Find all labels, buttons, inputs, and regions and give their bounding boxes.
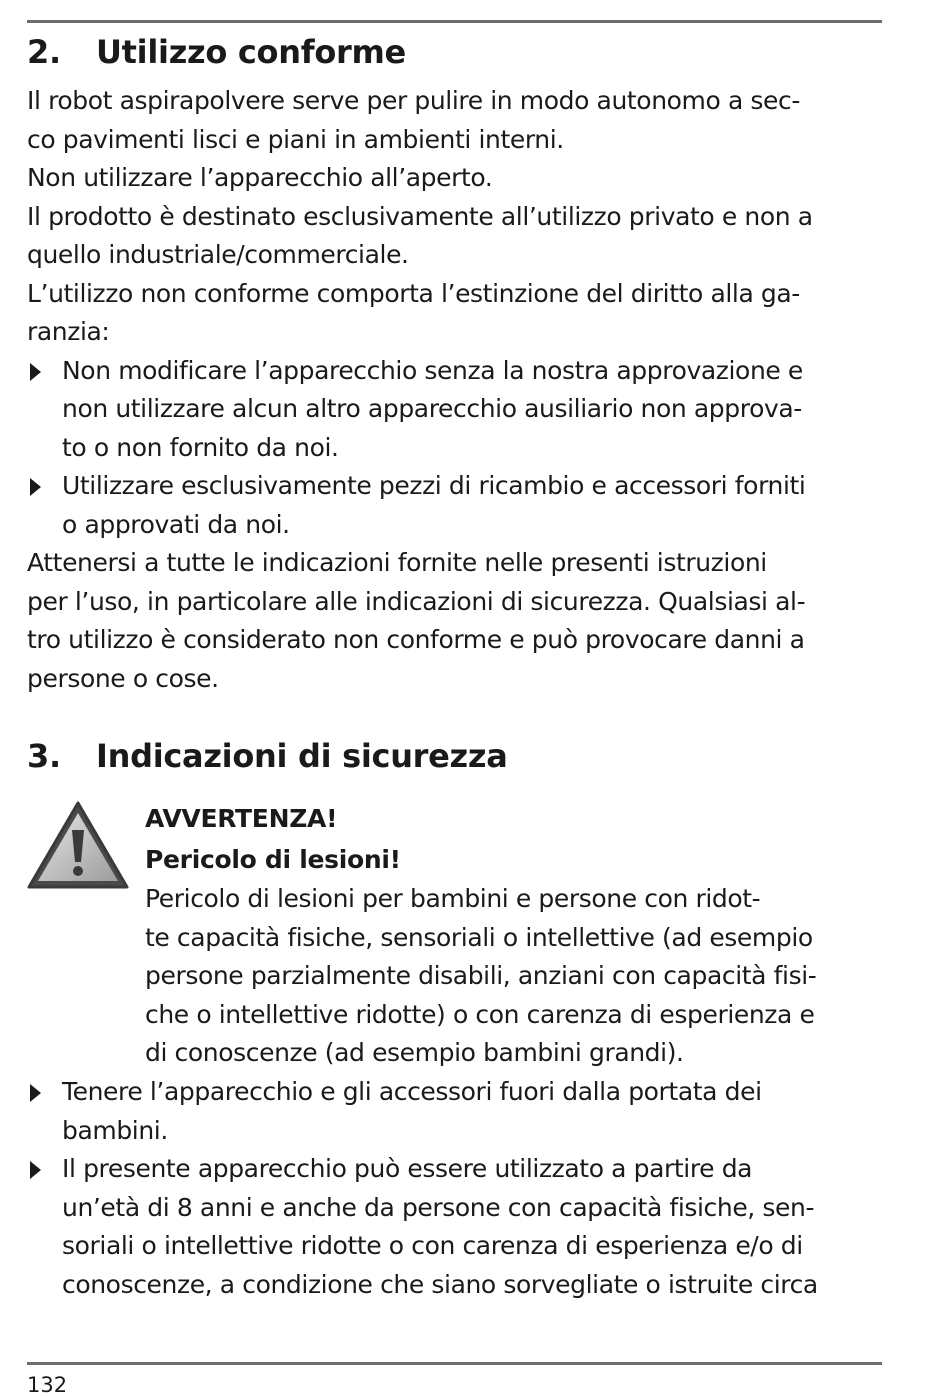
text-line: co pavimenti lisci e piani in ambienti interni. — [27, 124, 564, 154]
text-line: per l’uso, in particolare alle indicazioni di sicurezza. Qualsiasi al- — [27, 586, 806, 616]
text-line: Utilizzare esclusivamente pezzi di ricambio e accessori forniti — [62, 471, 806, 500]
section-2-title: Utilizzo conforme — [96, 33, 406, 71]
warning-block — [145, 798, 816, 1073]
warning-heading: AVVERTENZA! — [145, 804, 338, 833]
text-line: Tenere l’apparecchio e gli accessori fuori dalla portata dei — [62, 1077, 762, 1106]
text-line: non utilizzare alcun altro apparecchio ausiliario non approva- — [62, 394, 802, 423]
text-line: Non utilizzare l’apparecchio all’aperto. — [27, 163, 493, 192]
text-line: persone parzialmente disabili, anziani con capacità fisi- — [145, 961, 817, 990]
text-line: Pericolo di lesioni per bambini e persone con ridot- — [145, 884, 761, 913]
section-3-heading — [27, 736, 508, 776]
bullet-arrow-icon — [30, 363, 41, 381]
bullet-arrow-icon — [30, 1161, 41, 1179]
text-line: Attenersi a tutte le indicazioni fornite nelle presenti istruzioni — [27, 548, 767, 577]
text-line: quello industriale/commerciale. — [27, 240, 409, 269]
section-2-body — [27, 82, 887, 698]
bullet-item — [27, 1073, 887, 1150]
text-line: tro utilizzo è considerato non conforme e può provocare danni a — [27, 625, 805, 654]
section-2-heading — [27, 32, 406, 72]
section-2-number: 2. — [27, 33, 61, 71]
text-line: Il prodotto è destinato esclusivamente all’utilizzo privato e non a — [27, 201, 813, 231]
bullet-arrow-icon — [30, 478, 41, 496]
warning-subheading: Pericolo di lesioni! — [145, 845, 401, 874]
text-line: che o intellettive ridotte) o con carenza di esperienza e — [145, 999, 815, 1029]
bullet-item — [27, 467, 887, 544]
bullet-item — [27, 1150, 887, 1304]
top-rule — [27, 20, 882, 23]
page-number: 132 — [27, 1373, 68, 1397]
bullet-item — [27, 352, 887, 468]
text-line: di conoscenze (ad esempio bambini grandi). — [145, 1038, 684, 1067]
bottom-rule — [27, 1362, 882, 1365]
text-line: conoscenze, a condizione che siano sorvegliate o istruite circa — [62, 1269, 818, 1299]
text-line: Non modificare l’apparecchio senza la nostra approvazione e — [62, 355, 803, 385]
text-line: persone o cose. — [27, 663, 219, 693]
section-3-bullets — [27, 1073, 887, 1304]
text-line: ranzia: — [27, 317, 110, 346]
section-3-number: 3. — [27, 737, 61, 775]
section-3-title: Indicazioni di sicurezza — [96, 737, 508, 775]
text-line: to o non fornito da noi. — [62, 432, 339, 462]
warning-triangle-icon — [26, 800, 130, 890]
text-line: L’utilizzo non conforme comporta l’estinzione del diritto alla ga- — [27, 278, 800, 308]
bullet-arrow-icon — [30, 1084, 41, 1102]
text-line: o approvati da noi. — [62, 509, 290, 539]
text-line: soriali o intellettive ridotte o con carenza di esperienza e/o di — [62, 1231, 803, 1260]
text-line: Il robot aspirapolvere serve per pulire in modo autonomo a sec- — [27, 86, 800, 115]
text-line: bambini. — [62, 1115, 168, 1145]
text-line: un’età di 8 anni e anche da persone con capacità fisiche, sen- — [62, 1192, 815, 1222]
text-line: Il presente apparecchio può essere utilizzato a partire da — [62, 1154, 753, 1183]
text-line: te capacità fisiche, sensoriali o intellettive (ad esempio — [145, 922, 813, 952]
